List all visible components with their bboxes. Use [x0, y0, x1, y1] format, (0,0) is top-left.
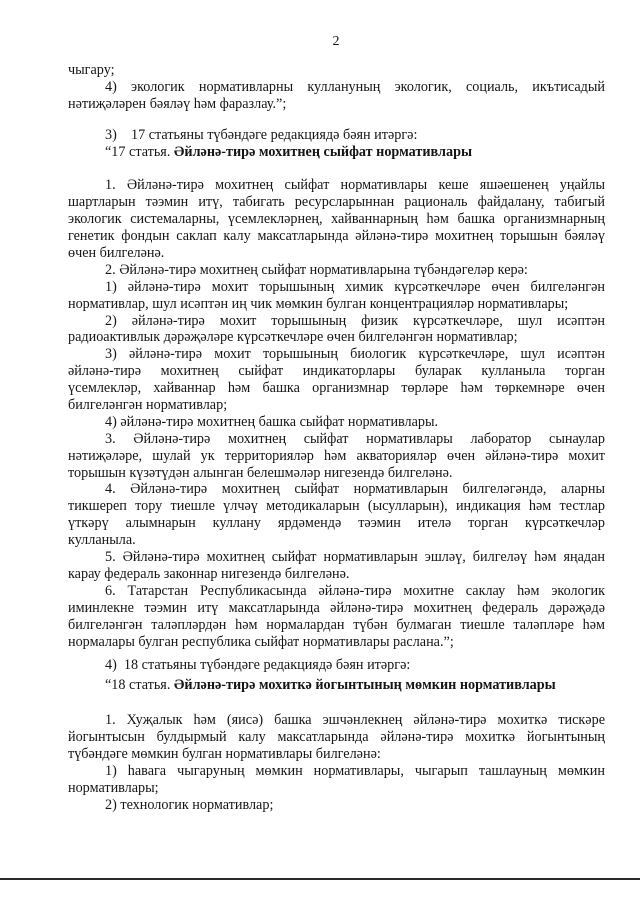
paragraph-line: иминлекне тәэмин итү максатларында әйләнә-тирә мохитнең федераль дәрәҗәдә — [68, 599, 605, 616]
amendment-4-instruction: 4) 18 статьяны түбәндәге редакциядә бәян итәргә: — [105, 657, 411, 674]
article-number: “18 статья. — [105, 677, 171, 694]
paragraph-line: кулланыла. — [68, 532, 136, 549]
paragraph-line: 2) технологик нормативлар; — [105, 796, 274, 813]
paragraph-line: 4) әйләнә-тирә мохитнең башка сыйфат нормативлары. — [105, 413, 439, 430]
paragraph-line: әйләнә-тирә мохитнең сыйфат индикаторлары буларак кулланыла торган — [68, 363, 605, 380]
paragraph-line: тикшереп тору тиешле үлчәү методикаларын (ысулларын), индикация һәм тестлар — [68, 498, 605, 515]
paragraph-line: өчен билгеләнә. — [68, 245, 165, 262]
paragraph-line: йогынтысын булдырмый калу максатларында әйләнә-тирә мохиткә йогынтының — [68, 729, 605, 746]
paragraph-line: нәтиҗәләре, шулай ук территорияләр һәм акваторияләр өчен әйләнә-тирә мохит — [68, 447, 605, 464]
article-17-paragraph-4 — [68, 481, 605, 549]
paragraph-line: 2. Әйләнә-тирә мохитнең сыйфат нормативларына түбәндәгеләр керә: — [105, 261, 528, 278]
paragraph-line: 2) әйләнә-тирә мохит торышының физик күрсәткечләре, шул исәптән — [105, 312, 605, 329]
paragraph-line: 6. Татарстан Республикасында әйләнә-тирә мохитне саклау һәм экологик — [105, 582, 605, 599]
article-17-paragraph-1 — [68, 177, 605, 261]
article-18-heading — [68, 677, 605, 694]
scan-edge-line — [0, 878, 640, 880]
paragraph-line: экологик системаларны, үсемлекләрнең, хайваннарның һәм башка организмнарның — [68, 211, 605, 228]
page-number: 2 — [332, 34, 340, 49]
paragraph-line: 5. Әйләнә-тирә мохитнең сыйфат нормативларын эшләү, билгеләү һәм яңадан — [105, 549, 605, 566]
paragraph-line: үсемлекләр, хайваннар һәм башка организмнар төрләре һәм төркемнәре өчен — [68, 380, 605, 397]
document-body — [68, 62, 605, 814]
article-title: Әйләнә-тирә мохиткә йогынтының мөмкин нормативлары — [173, 677, 556, 694]
article-number: “17 статья. — [105, 143, 171, 160]
paragraph-line: 3. Әйләнә-тирә мохитнең сыйфат нормативлары лаборатор сынаулар — [105, 430, 605, 447]
article-17-paragraph-3 — [68, 431, 605, 482]
amendment-3-instruction: 3) 17 статьяны түбәндәге редакциядә бәян итәргә: — [105, 126, 418, 143]
article-17-paragraph-5 — [68, 549, 605, 583]
paragraph-line: үткәрү алымнарын куллану ярдәмендә тәэмин ителә торган күрсәткечләр — [68, 515, 605, 532]
paragraph-line: нормативлар, шул исәптән иң чик мөмкин булган концентрацияләр нормативлары; — [68, 295, 569, 312]
paragraph-line: 1. Хуҗалык һәм (яисә) башка эшчәнлекнең әйләнә-тирә мохиткә тискәре — [105, 712, 605, 729]
paragraph-line: билгеләнгән таләпләрдән һәм нормалардан түбән булмаган тиешле таләпләре һәм — [68, 616, 605, 633]
paragraph-line: 1) әйләнә-тирә мохит торышының химик күрсәткечләре өчен билгеләнгән — [105, 278, 605, 295]
article-17-item-3 — [68, 346, 605, 414]
preceding-item-4 — [68, 79, 605, 113]
paragraph-line: 1) һавага чыгаруның мөмкин нормативлары, чыгарып ташлауның мөмкин — [105, 762, 605, 779]
paragraph-line: түбәндәге мөмкин булган нормативлары билгеләнә: — [68, 745, 381, 762]
article-17-item-4 — [68, 414, 605, 431]
paragraph-line: 4. Әйләнә-тирә мохитнең сыйфат нормативларын билгеләгәндә, аларны — [105, 481, 605, 498]
article-18-paragraph-1 — [68, 712, 605, 763]
article-17-item-2 — [68, 313, 605, 347]
paragraph-line: карау федераль законнар нигезендә билгеләнә. — [68, 565, 350, 582]
article-18-item-1 — [68, 763, 605, 797]
article-17-heading — [68, 144, 605, 161]
paragraph-line: билгеләнгән нормативлар; — [68, 397, 228, 414]
paragraph-line: радиоактивлык дәрәҗәләре күрсәткечләре өчен билгеләнгән нормативлар; — [68, 329, 518, 346]
article-17-item-1 — [68, 279, 605, 313]
continuation-line: чыгару; — [68, 62, 115, 78]
paragraph-line: шартларын тәэмин итү, табигать ресурсларыннан рациональ файдалану, табигый — [68, 194, 605, 211]
article-18-item-2 — [68, 797, 605, 814]
paragraph-line: нормативлары; — [68, 779, 159, 796]
article-17-paragraph-6 — [68, 583, 605, 651]
paragraph-line: 1. Әйләнә-тирә мохитнең сыйфат нормативлары кеше яшәешенең уңайлы — [105, 177, 605, 194]
paragraph-line: торышын күзәтүдән алынган белешмәләр нигезендә билгеләнә. — [68, 464, 453, 481]
paragraph-line: нәтиҗәләрен бәяләү һәм фаразлау.”; — [68, 95, 287, 112]
paragraph-line: генетик фондын саклап калу максатларында әйләнә-тирә мохитнең торышын бәяләү — [68, 228, 605, 245]
paragraph-line: 3) әйләнә-тирә мохит торышының биологик күрсәткечләре, шул исәптән — [105, 346, 605, 363]
paragraph-line: 4) экологик нормативларны куллануның экологик, социаль, икътисадый — [105, 78, 605, 95]
article-17-paragraph-2 — [68, 262, 605, 279]
paragraph-line: нормалары булган республика сыйфат нормативлары раслана.”; — [68, 633, 454, 650]
article-title: Әйләнә-тирә мохитнең сыйфат нормативлары — [173, 143, 473, 160]
